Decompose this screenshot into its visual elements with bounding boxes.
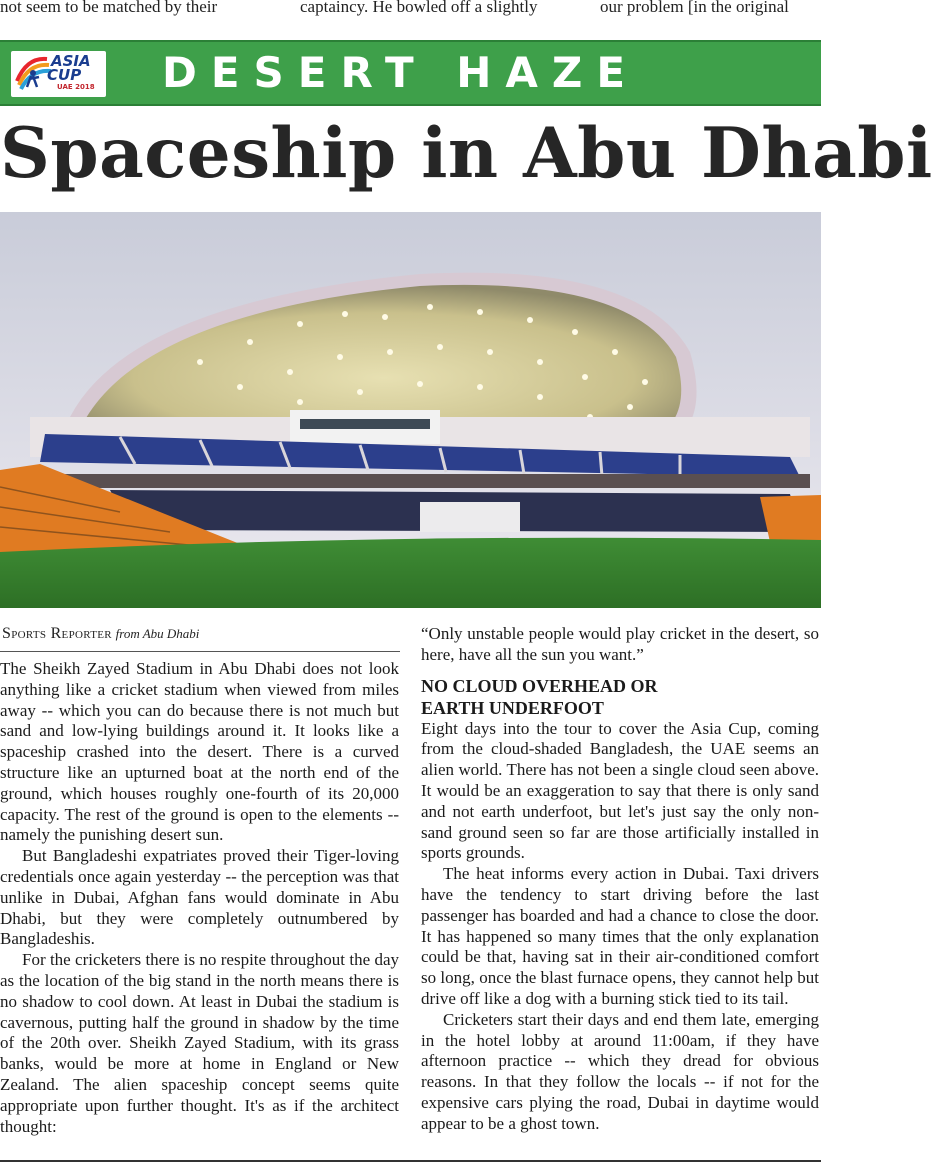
article-column-left — [0, 659, 399, 1137]
article-paragraph: Cricketers start their days and end them late, emerging in the hotel lobby at around 11:00am, if they have afternoon practice -- which they dread for obvious reasons. In that they follow the locals -- if not for the expensive cars plying the road, Dubai in daytime would appear to be a ghost town. — [421, 1009, 819, 1133]
asia-cup-logo — [11, 51, 106, 97]
article-paragraph: For the cricketers there is no respite throughout the day as the location of the big stand in the north means there is no shadow to cool down. At least in Dubai the stadium is cavernous, putting half the ground in shadow by the time of the 20th over. Sheikh Zayed Stadium, with its grass banks, would be more at home in England or New Zealand. The alien spaceship concept seems quite appropriate upon further thought. It's as if the architect thought: — [0, 950, 399, 1136]
stadium-photo — [0, 212, 821, 608]
article-headline: Spaceship in Abu Dhabi — [0, 113, 933, 194]
article-paragraph: Eight days into the tour to cover the Asia Cup, coming from the cloud-shaded Bangladesh, the UAE seems an alien world. There has not been a single cloud seen above. It would be an exaggeration to say that there is only sand and not earth underfoot, but let's just say the only non-sand ground seen so far are those artificially installed in sports grounds. — [421, 718, 819, 863]
previous-article-col1: not seem to be matched by their — [0, 0, 218, 16]
previous-article-strip — [0, 0, 821, 22]
byline-name: Sports Reporter — [2, 625, 112, 642]
section-kicker: DESERT HAZE — [162, 48, 640, 97]
logo-wordmark: ASIA CUP — [47, 52, 91, 84]
article-column-right — [421, 624, 819, 1135]
byline — [2, 625, 199, 643]
logo-subtitle: UAE 2018 — [57, 83, 95, 91]
byline-location: from Abu Dhabi — [115, 626, 200, 641]
previous-article-col2: captaincy. He bowled off a slightly — [300, 0, 538, 16]
article-quote: “Only unstable people would play cricket in the desert, so here, have all the sun you want.” — [421, 624, 819, 664]
article-paragraph: The Sheikh Zayed Stadium in Abu Dhabi does not look anything like a cricket stadium when viewed from miles away -- which you can do because there is not much but sand and low-lying buildings around it. It looks like a spaceship crashed into the desert. There is a curved structure like an upturned boat at the north end of the ground, which houses roughly one-fourth of its 20,000 capacity. The rest of the ground is open to the elements -- namely the punishing desert sun. — [0, 659, 399, 845]
previous-article-col3: our problem [in the original — [600, 0, 789, 16]
article-paragraph: The heat informs every action in Dubai. Taxi drivers have the tendency to start driving before the last passenger has boarded and had a chance to close the door. It has happened so many times that the only explanation could be that, having sat in their air-conditioned comfort so long, once the blast furnace opens, they cannot help but drive off like a dog with a burning stick tied to its tail. — [421, 864, 819, 1008]
article-subhead: NO CLOUD OVERHEAD OR EARTH UNDERFOOT — [421, 675, 658, 718]
section-band — [0, 40, 821, 106]
bottom-rule — [0, 1160, 821, 1162]
byline-rule — [0, 651, 400, 652]
article-paragraph: But Bangladeshi expatriates proved their Tiger-loving credentials once again yesterday -- the perception was that unlike in Dubai, Afghan fans would dominate in Abu Dhabi, but they were completely outnumbered by Bangladeshis. — [0, 846, 399, 949]
